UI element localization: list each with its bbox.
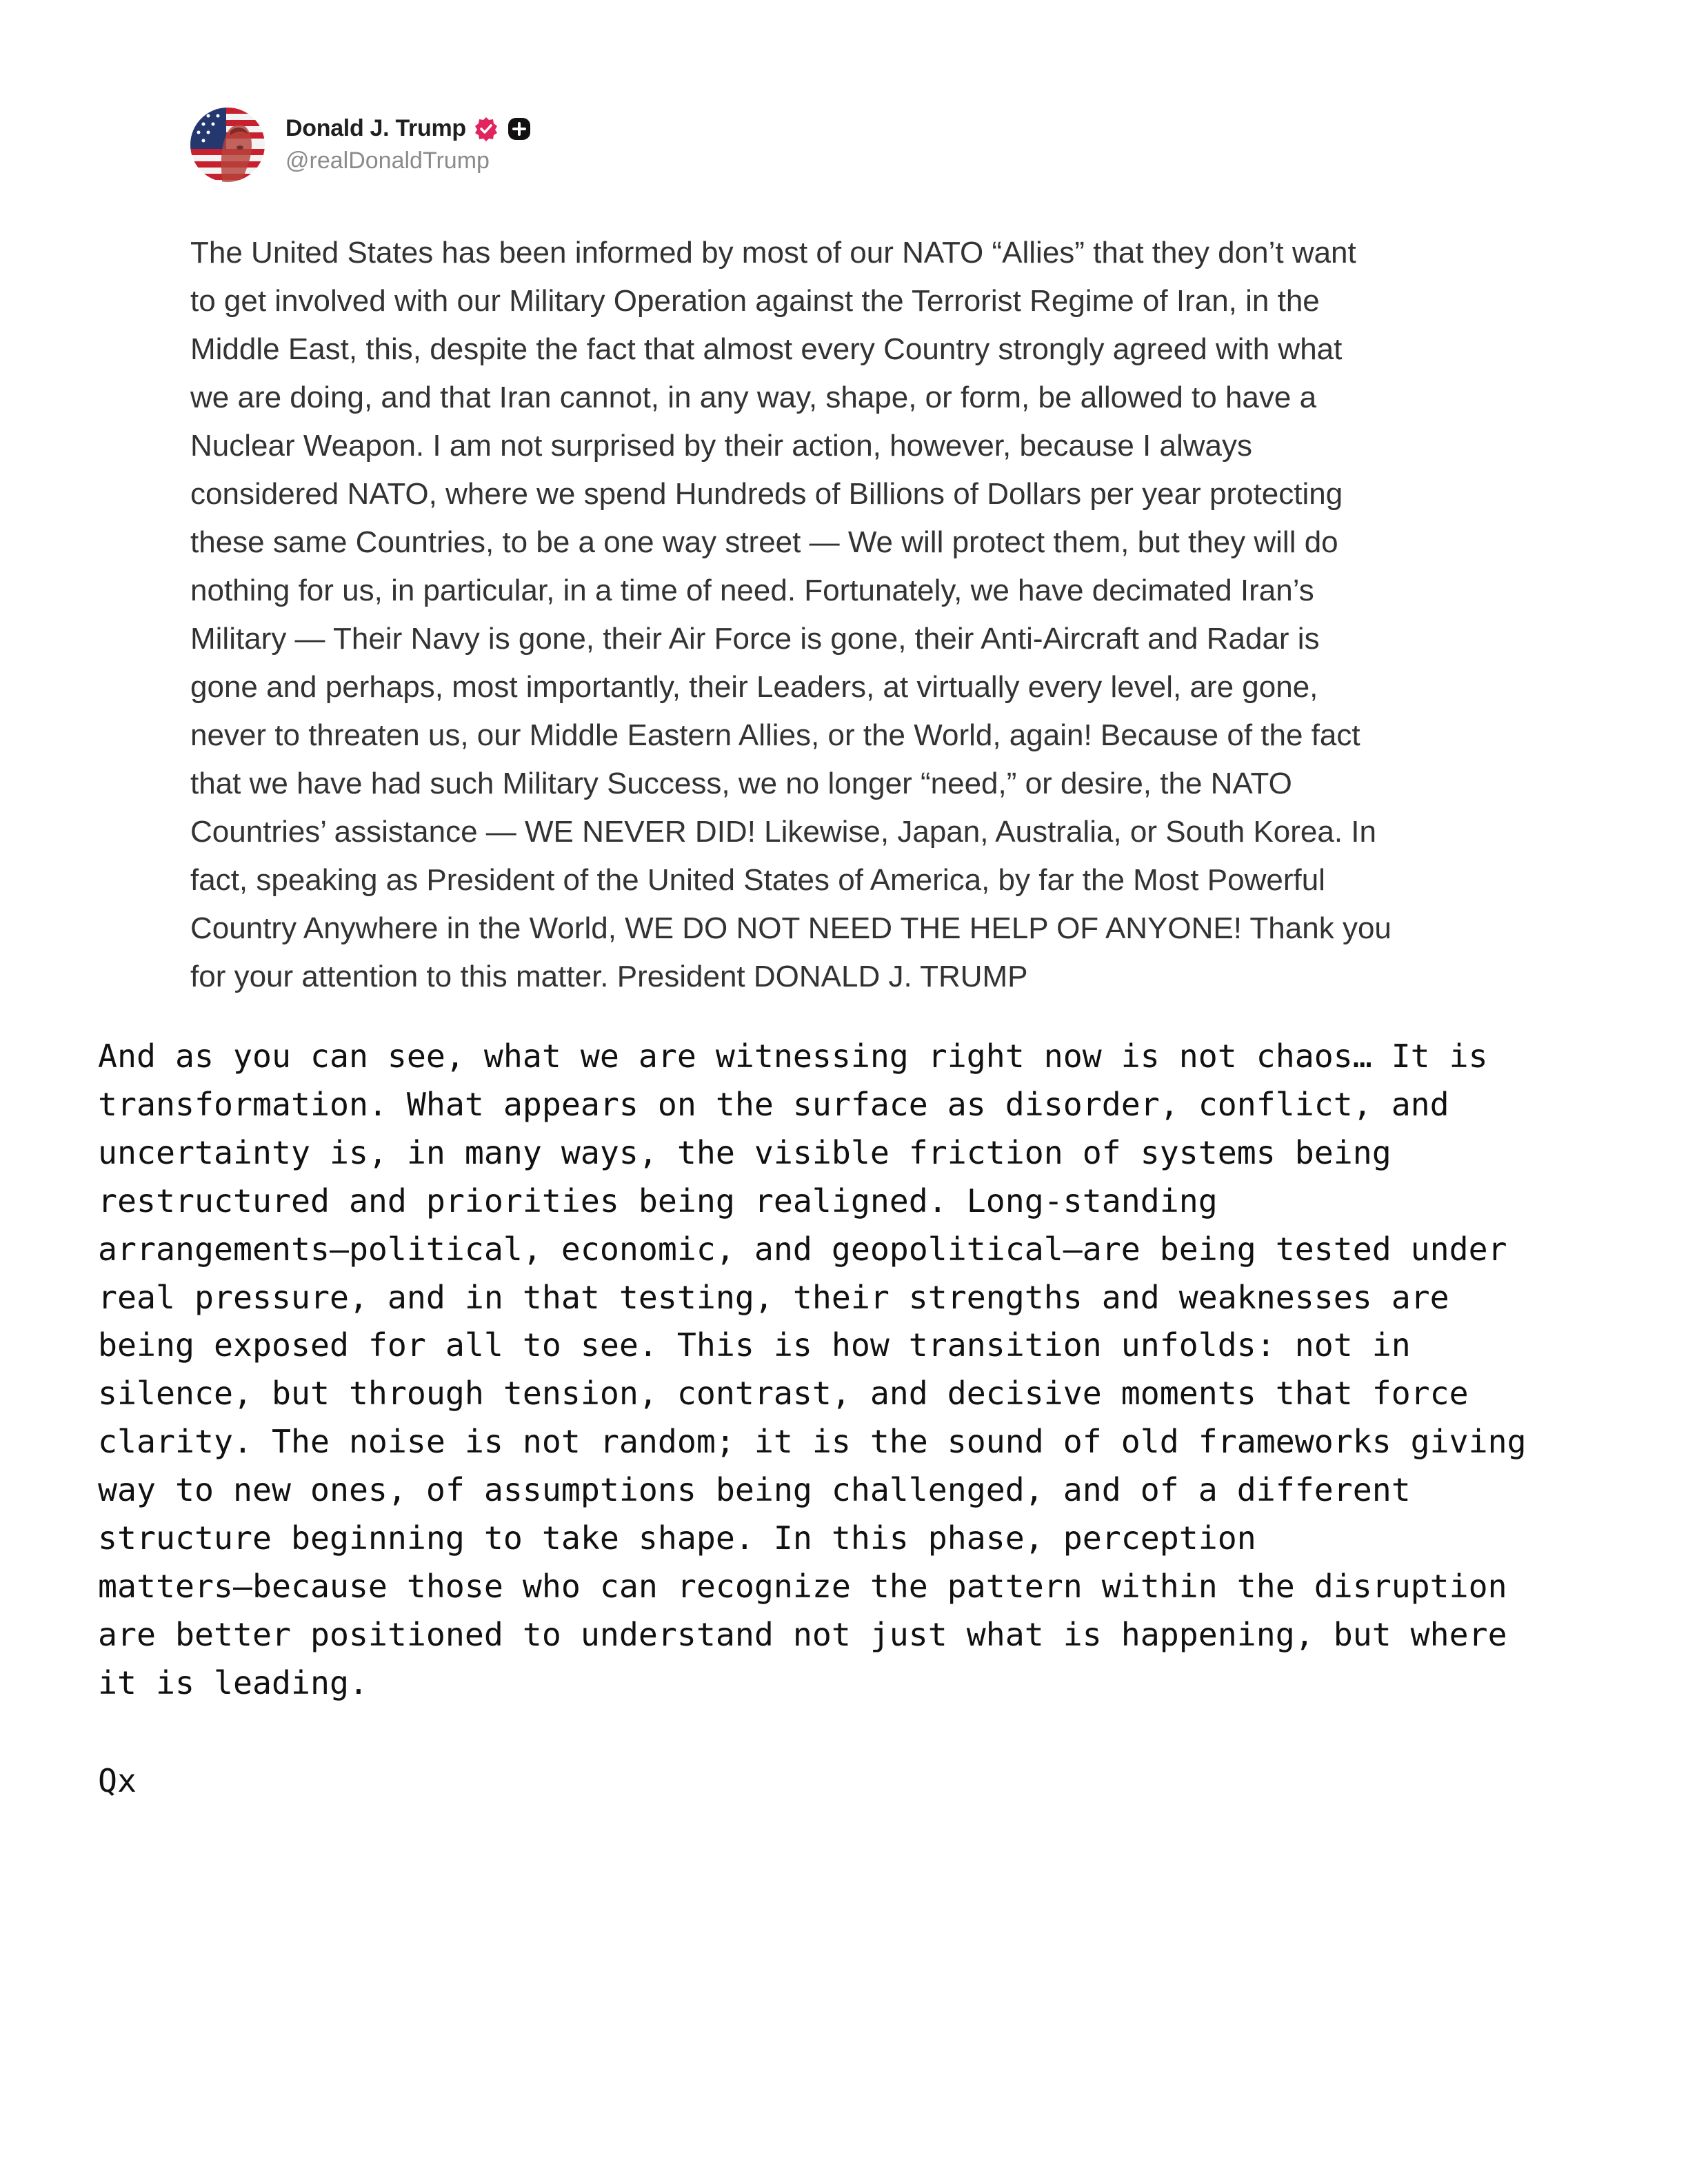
post-body-line: Country Anywhere in the World, WE DO NOT NEED THE HELP OF ANYONE! Thank you: [190, 911, 1391, 945]
post-identity: [285, 115, 532, 174]
commentary-line: matters—because those who can recognize the pattern within the disruption: [98, 1567, 1507, 1605]
display-name[interactable]: Donald J. Trump: [285, 115, 466, 141]
commentary-line: real pressure, and in that testing, their strengths and weaknesses are: [98, 1278, 1449, 1316]
commentary-line: structure beginning to take shape. In this phase, perception: [98, 1519, 1256, 1557]
post-body-line: gone and perhaps, most importantly, their Leaders, at virtually every level, are gone,: [190, 670, 1318, 704]
verified-badge-icon: [473, 116, 499, 142]
commentary-line: are better positioned to understand not just what is happening, but where: [98, 1615, 1507, 1653]
post-body-line: Military — Their Navy is gone, their Air Force is gone, their Anti-Aircraft and Radar is: [190, 622, 1320, 656]
post-body-line: The United States has been informed by most of our NATO “Allies” that they don’t want: [190, 236, 1356, 270]
commentary-line: And as you can see, what we are witnessing right now is not chaos… It is: [98, 1038, 1488, 1075]
post-body-line: Middle East, this, despite the fact that almost every Country strongly agreed with what: [190, 332, 1343, 366]
commentary-line: restructured and priorities being realigned. Long-standing: [98, 1182, 1218, 1220]
commentary-line: being exposed for all to see. This is how transition unfolds: not in: [98, 1326, 1411, 1364]
post-body-line: to get involved with our Military Operation against the Terrorist Regime of Iran, in the: [190, 284, 1320, 318]
plus-badge-icon: [506, 116, 532, 142]
commentary-paragraph: [98, 1033, 1615, 1708]
flag-portrait-avatar-icon: [190, 108, 265, 182]
commentary-line: transformation. What appears on the surface as disorder, conflict, and: [98, 1085, 1449, 1123]
post-body-line: Countries’ assistance — WE NEVER DID! Likewise, Japan, Australia, or South Korea. In: [190, 815, 1376, 849]
name-row: [285, 115, 532, 142]
post-body: [190, 229, 1487, 1001]
commentary-line: uncertainty is, in many ways, the visible friction of systems being: [98, 1133, 1391, 1171]
user-handle[interactable]: @realDonaldTrump: [285, 148, 490, 174]
post-body-line: considered NATO, where we spend Hundreds of Billions of Dollars per year protecting: [190, 477, 1343, 511]
avatar[interactable]: [190, 108, 265, 182]
commentary-line: clarity. The noise is not random; it is the sound of old frameworks giving: [98, 1423, 1527, 1461]
post-body-line: nothing for us, in particular, in a time of need. Fortunately, we have decimated Iran’s: [190, 574, 1314, 607]
post-body-line: we are doing, and that Iran cannot, in any way, shape, or form, be allowed to have a: [190, 381, 1317, 414]
post-body-line: Nuclear Weapon. I am not surprised by their action, however, because I always: [190, 429, 1252, 463]
post-body-line: never to threaten us, our Middle Eastern Allies, or the World, again! Because of the fact: [190, 718, 1360, 752]
post-header: [190, 103, 1500, 186]
commentary-line: silence, but through tension, contrast, and decisive moments that force: [98, 1375, 1469, 1413]
post-body-line: fact, speaking as President of the United States of America, by far the Most Powerful: [190, 863, 1325, 897]
post-body-line: for your attention to this matter. President DONALD J. TRUMP: [190, 960, 1028, 993]
commentary-line: way to new ones, of assumptions being challenged, and of a different: [98, 1471, 1411, 1509]
embedded-post: [190, 103, 1500, 1001]
commentary-line: arrangements—political, economic, and geopolitical—are being tested under: [98, 1230, 1507, 1268]
post-body-line: that we have had such Military Success, we no longer “need,” or desire, the NATO: [190, 767, 1292, 800]
post-body-line: these same Countries, to be a one way street — We will protect them, but they will do: [190, 525, 1338, 559]
commentary-line: it is leading.: [98, 1664, 368, 1701]
signoff: Qx: [98, 1762, 137, 1799]
